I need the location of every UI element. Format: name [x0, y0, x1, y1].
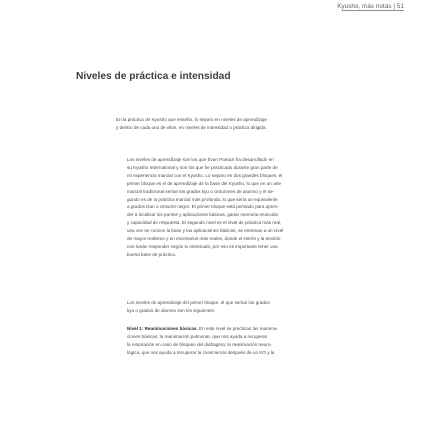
paragraph-line: y dentro de cada uno de ellos, en niveles de intensidad o práctica dirigida.	[116, 124, 267, 130]
paragraph-line: kyu o grados de alumno son los siguientes:	[127, 307, 216, 313]
page-header	[0, 0, 424, 14]
paragraph-line: ciones básicas, la reanimación pulmonar, que nos ayuda a recuperar	[127, 333, 268, 339]
paragraph-line: En la práctica de Kyusho que enseño, lo separo en niveles de aprendizaje	[116, 117, 267, 122]
level-one-lead-rest: En este nivel se practican las reanima-	[197, 326, 278, 331]
paragraph-line: buena base de práctica.	[127, 251, 177, 257]
level-one-lead: Nivel 1: Reanimaciones básicas.	[127, 326, 198, 331]
paragraph-line: y capacidad de respuesta. El segundo nivel es el nivel de práctica más real,	[127, 220, 282, 226]
paragraph-line: Los niveles de aprendizaje son los que Evan Pantazi ha desarrollado en	[127, 157, 274, 162]
paragraph-line	[127, 325, 345, 333]
running-header: Kyusho, más notas | 51	[337, 3, 404, 10]
paragraph-line: una vez se conoce la base y las aplicaciones básicas, se entrenan a un nivel	[127, 228, 284, 234]
paragraph-line: mi experiencia marcial con el Kyusho. Lo separo en dos grandes bloques, el	[127, 172, 283, 178]
paragraph-line: su Kyusho International y son los que he practicado durante gran parte de	[127, 164, 278, 170]
paragraph-line: Los niveles de aprendizaje del primer bloque, el que serían los grados	[127, 300, 270, 305]
level-one-paragraph	[127, 325, 345, 381]
paragraph-line: la respiración en caso de bloqueo del diafragma; la reanimación neuro-	[127, 341, 272, 347]
paragraph-line: marcial tradicional serían los grados kyu o cinturones de alumno y el se-	[127, 188, 275, 194]
header-rule	[342, 10, 404, 11]
first-block-levels-paragraph	[127, 299, 345, 317]
paragraph-line: nos harán responder según lo entrenado, por eso es importante tener una	[127, 243, 278, 249]
paragraph-line: de mayor realismo y en escenarios más reales, donde el estrés y la tensión	[127, 236, 281, 242]
intro-paragraph	[116, 116, 342, 134]
paragraph-line: lógica, que nos ayuda a recuperar la consciencia después de un KO y la	[127, 349, 275, 355]
paragraph-line: a grados Dan o cinturón negro. El primer bloque está pensado para apren-	[127, 204, 279, 210]
section-title: Niveles de práctica e intensidad	[76, 71, 231, 82]
learning-levels-paragraph	[127, 156, 345, 292]
paragraph-line: primer bloque es el de aprendizaje de la base del Kyusho, lo que en un arte	[127, 180, 281, 186]
paragraph-line: der a localizar los puntos y aplicaciones básicas, ganar memoria muscular	[127, 212, 279, 218]
paragraph-line: gundo es de la práctica marcial más profunda, lo que sería un equivalente	[127, 196, 278, 202]
